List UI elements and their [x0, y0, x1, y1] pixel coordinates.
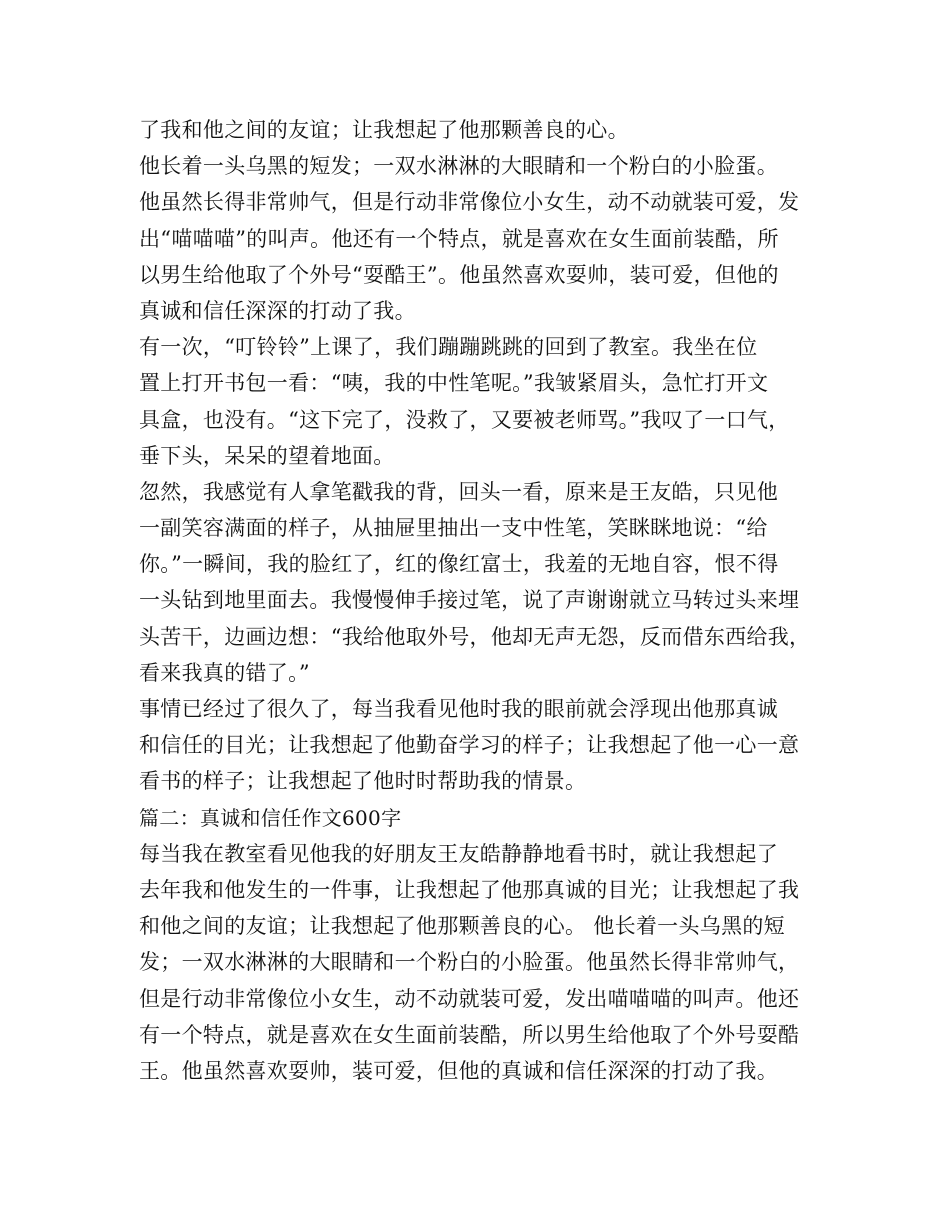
text-line: 事情已经过了很久了，每当我看见他时我的眼前就会浮现出他那真诚	[139, 697, 778, 721]
text-line: 真诚和信任深深的打动了我。	[139, 298, 416, 323]
text-line: 看书的样子；让我想起了他时时帮助我的情景。	[139, 769, 587, 794]
text-line: 忽然，我感觉有人拿笔戳我的背，回头一看，原来是王友皓，只见他	[139, 479, 778, 504]
text-line: 去年我和他发生的一件事，让我想起了他那真诚的目光；让我想起了我	[139, 877, 800, 902]
text-line: 你。”一瞬间，我的脸红了，红的像红富士，我羞的无地自容，恨不得	[139, 552, 779, 577]
text-line: 置上打开书包一看：“咦，我的中性笔呢。”我皱紧眉头，急忙打开文	[139, 371, 769, 396]
text-line: 有一次，“叮铃铃”上课了，我们蹦蹦跳跳的回到了教室。我坐在位	[139, 335, 758, 360]
section-heading: 篇二：真诚和信任作文600字	[139, 805, 402, 830]
text-line: 具盒，也没有。“这下完了，没救了，又要被老师骂。”我叹了一口气，	[139, 407, 790, 432]
text-line: 王。他虽然喜欢耍帅，装可爱，但他的真诚和信任深深的打动了我。	[139, 1058, 778, 1083]
text-line: 和信任的目光；让我想起了他勤奋学习的样子；让我想起了他一心一意	[139, 733, 800, 758]
text-line: 但是行动非常像位小女生，动不动就装可爱，发出喵喵喵的叫声。他还	[139, 986, 800, 1011]
text-line: 他长着一头乌黑的短发；一双水淋淋的大眼睛和一个粉白的小脸蛋。	[139, 154, 778, 179]
text-line: 和他之间的友谊；让我想起了他那颗善良的心。 他长着一头乌黑的短	[139, 914, 785, 939]
text-line: 每当我在教室看见他我的好朋友王友皓静静地看书时，就让我想起了	[139, 841, 778, 866]
essay-body	[139, 112, 829, 1089]
text-line: 头苦干，边画边想：“我给他取外号，他却无声无怨，反而借东西给我，	[139, 624, 811, 649]
text-line: 发；一双水淋淋的大眼睛和一个粉白的小脸蛋。他虽然长得非常帅气，	[139, 950, 800, 975]
text-line: 垂下头，呆呆的望着地面。	[139, 443, 395, 468]
text-line: 他虽然长得非常帅气，但是行动非常像位小女生，动不动就装可爱，发	[139, 190, 800, 215]
text-line: 一副笑容满面的样子，从抽屉里抽出一支中性笔，笑眯眯地说：“给	[139, 516, 768, 541]
text-line: 了我和他之间的友谊；让我想起了他那颗善良的心。	[139, 118, 629, 142]
text-line: 看来我真的错了。”	[139, 660, 310, 685]
text-line: 以男生给他取了个外号“耍酷王”。他虽然喜欢耍帅，装可爱，但他的	[139, 262, 779, 287]
text-line: 出“喵喵喵”的叫声。他还有一个特点，就是喜欢在女生面前装酷，所	[139, 226, 779, 251]
text-line: 一头钻到地里面去。我慢慢伸手接过笔，说了声谢谢就立马转过头来埋	[139, 588, 800, 613]
text-line: 有一个特点，就是喜欢在女生面前装酷，所以男生给他取了个外号耍酷	[139, 1022, 800, 1047]
